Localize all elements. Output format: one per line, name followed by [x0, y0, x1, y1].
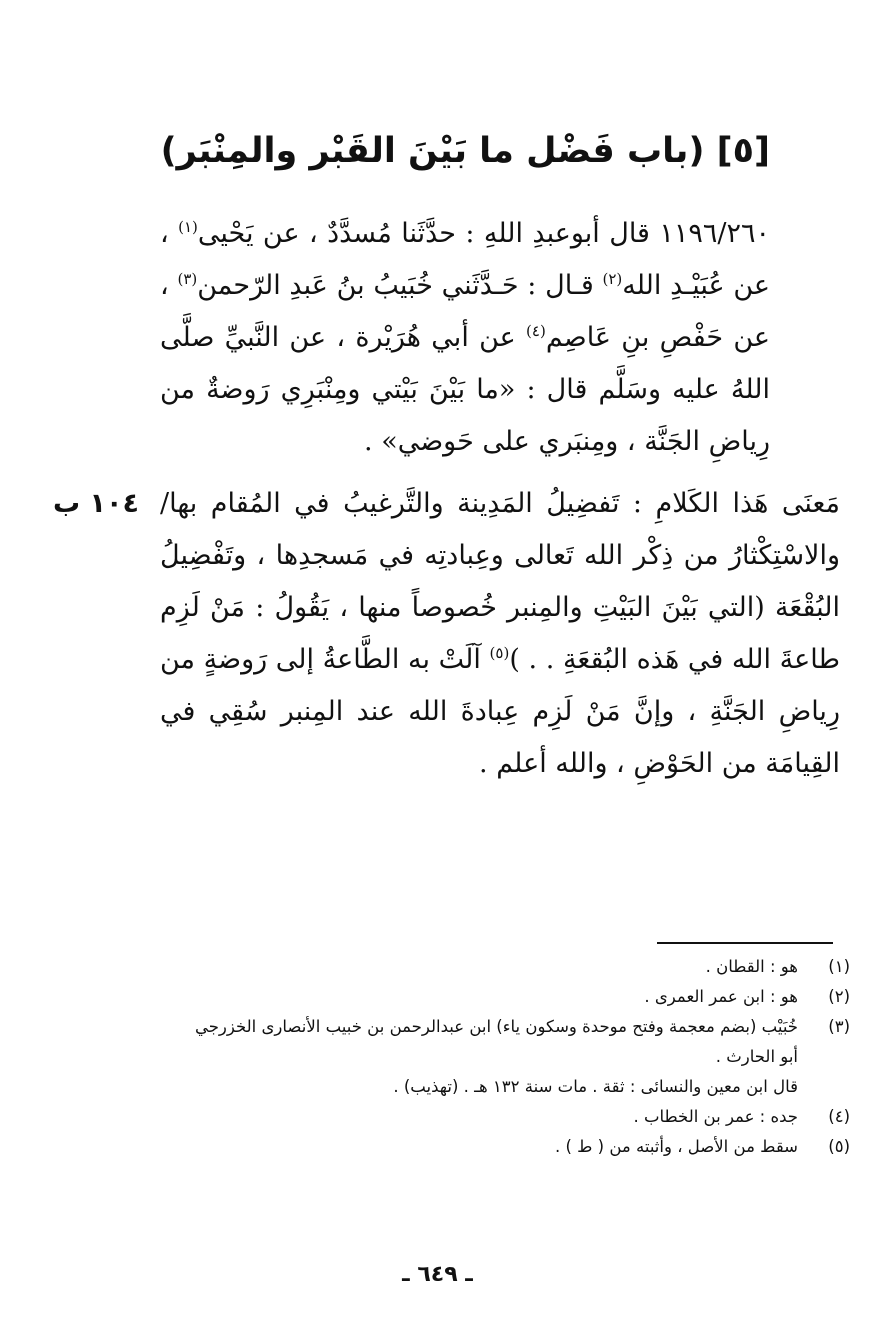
- hadith-segment-2: ، عن عُبَيْـدِ الله: [160, 218, 770, 301]
- footnote-item: [180, 982, 850, 1012]
- footnote-number: (٤): [828, 1107, 850, 1126]
- hadith-segment-6: عن أبي هُرَيْرة ، عن النَّبيِّ صلَّى اللهُ عليه وسَلَّم قال : «ما بَيْنَ بَيْتي ومِنْبَرِي رَوضةٌ من رِياضِ الجَنَّة ، ومِنبَري على حَوضي» .: [160, 322, 770, 457]
- footnote-number: (٣): [828, 1017, 850, 1036]
- footnote-number: (٢): [828, 987, 850, 1006]
- commentary-text: [160, 478, 840, 790]
- footnote-item: [180, 1132, 850, 1162]
- footnote-ref-5: (٥): [489, 644, 510, 662]
- footnote-number: [798, 1072, 850, 1102]
- hadith-segment-5: ، عن حَفْصِ بنِ عَاصِم: [160, 270, 771, 353]
- footnote-text: جده : عمر بن الخطاب .: [633, 1107, 798, 1126]
- hadith-text: [160, 208, 770, 468]
- footnote-item: [180, 1072, 850, 1102]
- chapter-heading: [٥] (باب فَضْل ما بَيْنَ القَبْر والمِنْبَر): [160, 131, 770, 171]
- footnote-item: [180, 1102, 850, 1132]
- commentary-part-1: مَعنَى هَذا الكَلامِ : تَفضِيلُ المَدِينة والتَّرغيبُ في المُقام بها/ والاسْتِكْثارُ من ذِكْر الله تَعالى وعِبادتِه في مَسجدِها ، وتَفْضِيلُ البُقْعَة (التي بَيْنَ البَيْتِ والمِنبر خُصوصاً منها ، يَقُولُ : مَنْ لَزِم طاعةَ الله في هَذه البُقعَةِ . . ): [160, 488, 840, 675]
- footnote-text: خُبَيْب (بضم معجمة وفتح موحدة وسكون ياء) ابن عبدالرحمن بن خبيب الأنصارى الخزرجي أبو الحارث .: [194, 1017, 798, 1066]
- footnote-ref-4: (٤): [526, 322, 546, 340]
- page-number: ـ ٦٤٩ ـ: [402, 1262, 473, 1287]
- hadith-segment-3: قـال : حَـدَّثَني خُبَيبُ بنُ: [336, 270, 603, 301]
- footnote-text: هو : ابن عمر العمرى .: [644, 987, 798, 1006]
- hadith-segment-4: عَبدِ الرّحمن: [197, 270, 328, 301]
- footnote-ref-2: (٢): [602, 270, 623, 288]
- manuscript-folio-marker: ١٠٤ ب: [53, 488, 139, 519]
- footnote-text: هو : القطان .: [705, 957, 798, 976]
- footnote-item: [180, 952, 850, 982]
- footnote-separator: [657, 942, 833, 944]
- commentary-part-2: آلَتْ به الطَّاعةُ إلى رَوضةٍ من رِياضِ الجَنَّةِ ، وإنَّ مَنْ لَزِم عِبادةَ الله عند المِنبر سُقِي في القِيامَة من الحَوْضِ ، والله أعلم .: [160, 644, 840, 779]
- footnote-number: (١): [828, 957, 850, 976]
- hadith-segment-1: ١١٩٦/٢٦٠ قال أبوعبدِ اللهِ : حدَّثَنا مُسدَّدٌ ، عن يَحْيى: [197, 218, 770, 249]
- footnote-number: (٥): [828, 1137, 850, 1156]
- footnote-text: قال ابن معين والنسائى : ثقة . مات سنة ١٣٢ هـ . (تهذيب) .: [393, 1077, 798, 1096]
- footnote-ref-1: (١): [178, 218, 198, 236]
- footnotes: [180, 952, 850, 1162]
- footnote-item: [180, 1012, 850, 1072]
- footnote-ref-3: (٣): [177, 270, 198, 288]
- footnote-text: سقط من الأصل ، وأثبته من ( ط ) .: [555, 1137, 798, 1156]
